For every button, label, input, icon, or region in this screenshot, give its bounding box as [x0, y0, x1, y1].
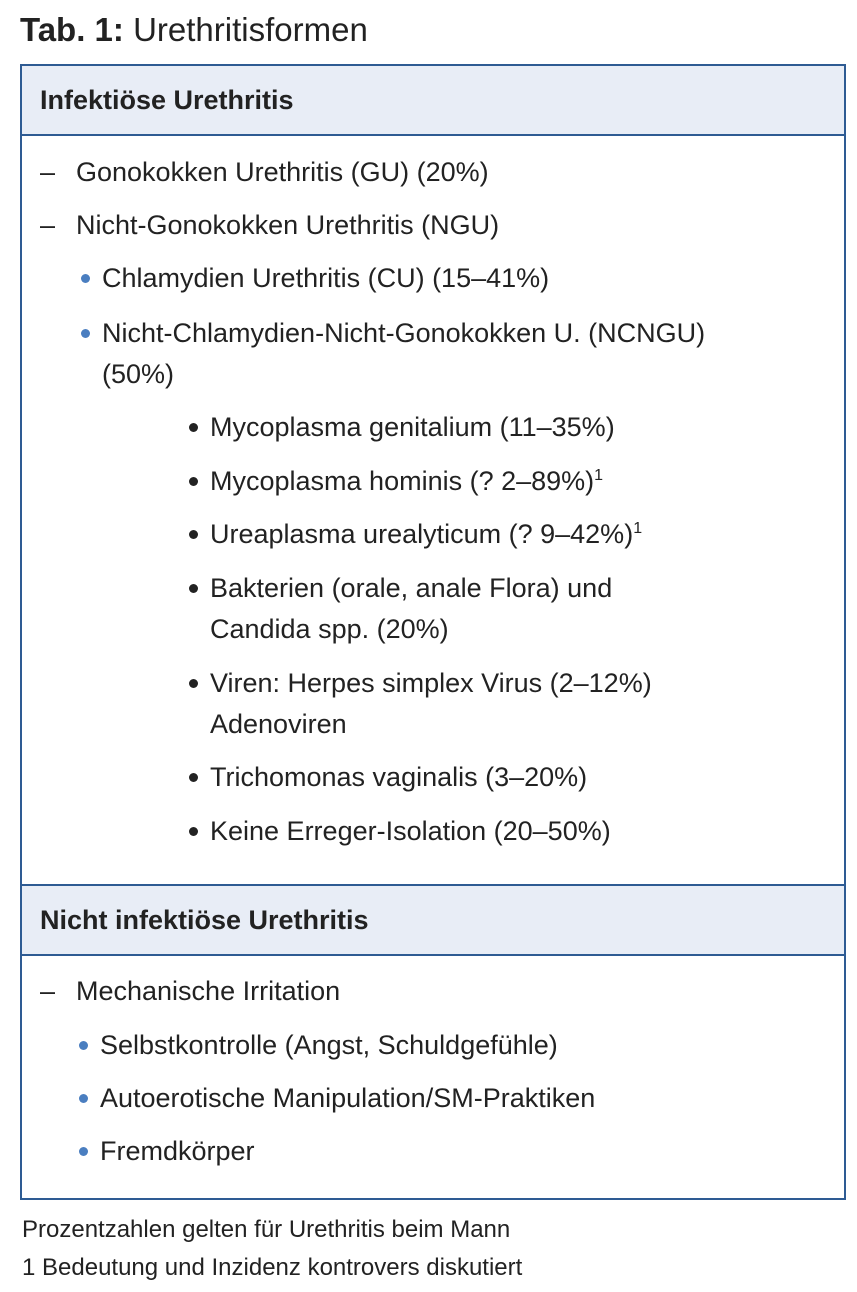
- urethritis-table: [20, 64, 846, 1200]
- list-item: Autoerotische Manipulation/SM-Praktiken: [100, 1078, 595, 1119]
- bullet-icon: [189, 827, 198, 836]
- footnote-ref: 1: [633, 520, 643, 537]
- list-item: Trichomonas vaginalis (3–20%): [210, 757, 587, 798]
- table-caption: [20, 8, 368, 52]
- bullet-icon: [79, 1147, 88, 1156]
- bullet-icon: [81, 274, 90, 283]
- list-item: – Nicht-Gonokokken Urethritis (NGU): [76, 205, 499, 246]
- dash-marker: –: [40, 157, 56, 187]
- list-item: Fremdkörper: [100, 1131, 255, 1172]
- dash-marker: –: [40, 210, 56, 240]
- bullet-icon: [81, 329, 90, 338]
- list-item: Keine Erreger-Isolation (20–50%): [210, 811, 611, 852]
- list-item: Viren: Herpes simplex Virus (2–12%) Adenoviren: [210, 663, 652, 745]
- bullet-icon: [189, 477, 198, 486]
- list-item: – Mechanische Irritation: [76, 971, 340, 1012]
- bullet-icon: [79, 1041, 88, 1050]
- footnote-ref: 1: [594, 467, 604, 484]
- list-item: Bakterien (orale, anale Flora) und Candida spp. (20%): [210, 568, 612, 650]
- table-title: Urethritisformen: [133, 11, 368, 48]
- footnote-1: 1 Bedeutung und Inzidenz kontrovers diskutiert: [22, 1254, 523, 1281]
- bullet-icon: [189, 530, 198, 539]
- bullet-icon: [189, 773, 198, 782]
- list-item: Mycoplasma genitalium (11–35%): [210, 407, 615, 448]
- list-item: Chlamydien Urethritis (CU) (15–41%): [102, 258, 549, 299]
- list-item: Ureaplasma urealyticum (? 9–42%)$^1$: [210, 514, 642, 555]
- section-heading-noninfectious: Nicht infektiöse Urethritis: [22, 884, 844, 956]
- dash-marker: –: [40, 976, 56, 1006]
- list-item: Mycoplasma hominis (? 2–89%)$^1$: [210, 461, 603, 502]
- bullet-icon: [79, 1094, 88, 1103]
- list-item: Selbstkontrolle (Angst, Schuldgefühle): [100, 1025, 558, 1066]
- list-item: Nicht-Chlamydien-Nicht-Gonokokken U. (NCNGU) (50%): [102, 313, 705, 395]
- list-item: – Gonokokken Urethritis (GU) (20%): [76, 152, 489, 193]
- section-heading-infectious: Infektiöse Urethritis: [22, 66, 844, 136]
- table-number: Tab. 1:: [20, 11, 124, 48]
- footnote-scope: Prozentzahlen gelten für Urethritis beim Mann: [22, 1216, 511, 1243]
- bullet-icon: [189, 584, 198, 593]
- bullet-icon: [189, 423, 198, 432]
- bullet-icon: [189, 679, 198, 688]
